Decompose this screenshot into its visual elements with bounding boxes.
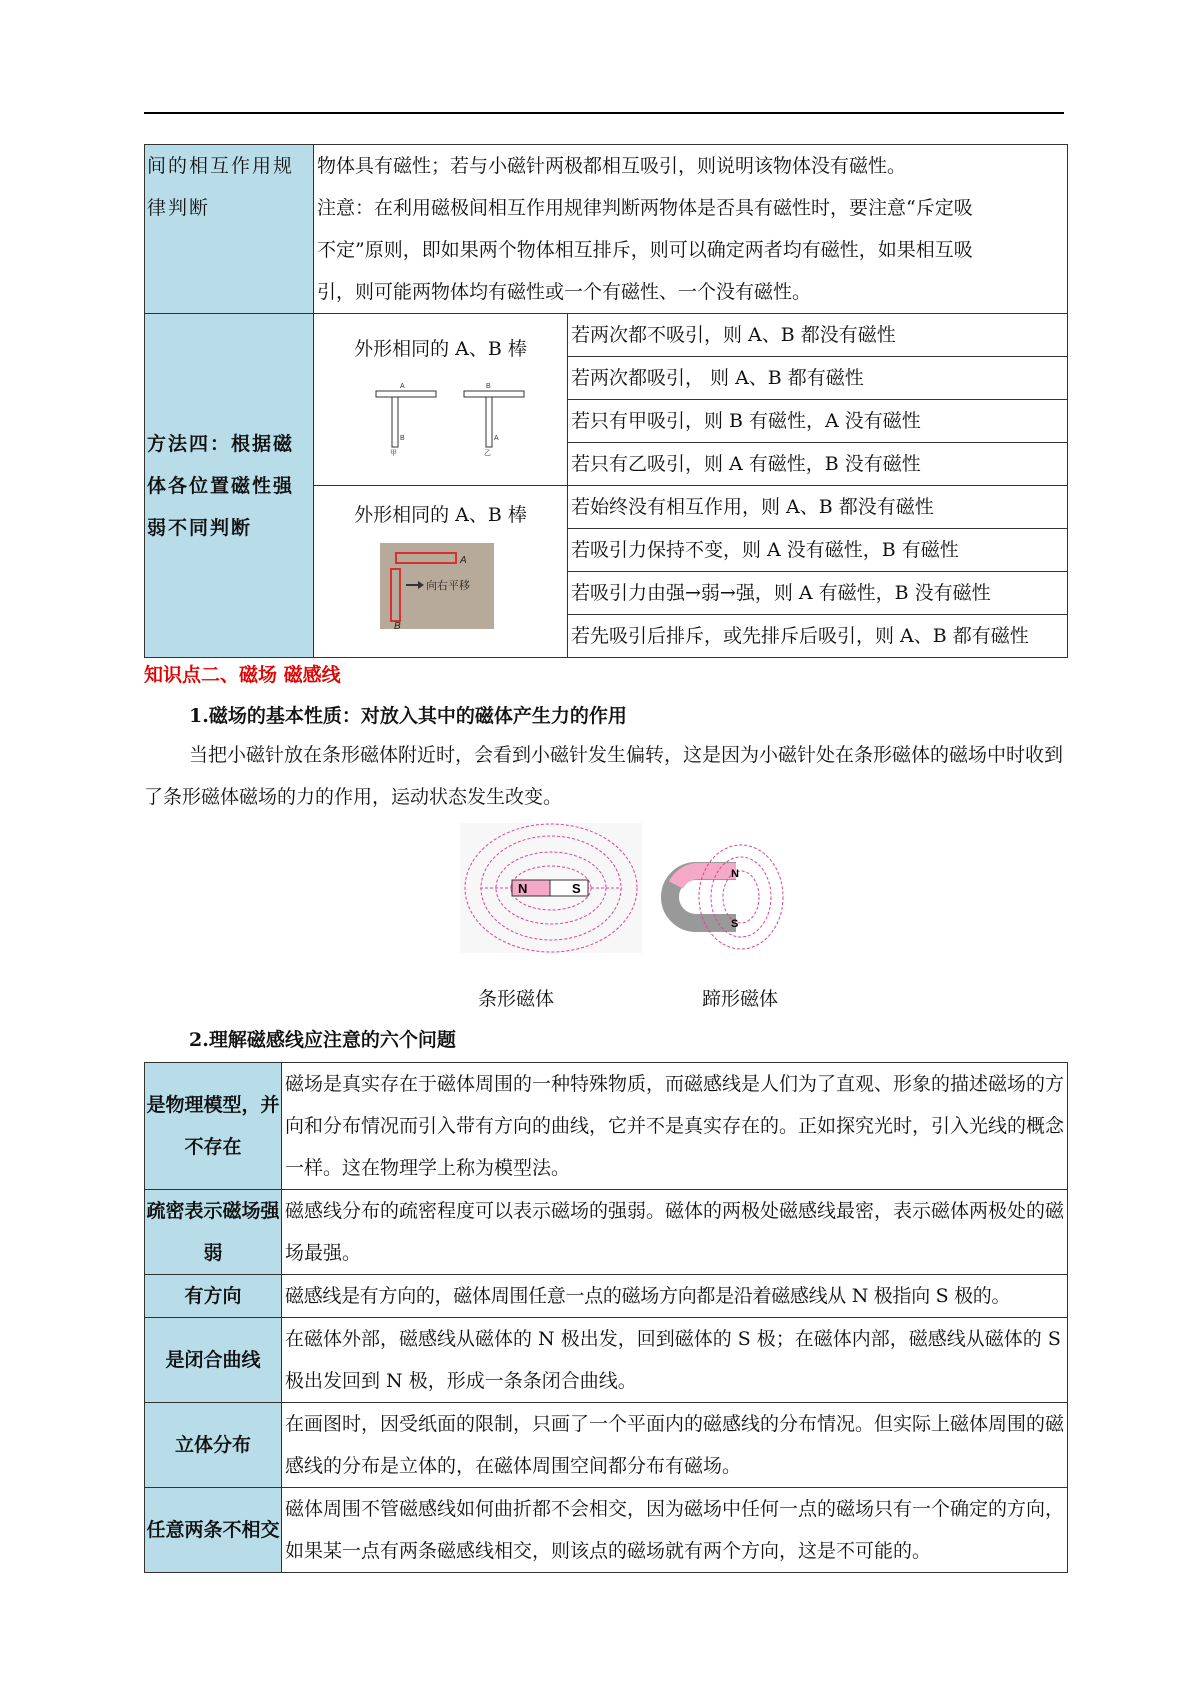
bar-label-n: N (518, 881, 528, 896)
method-table (144, 144, 1068, 658)
group2-photo (314, 537, 567, 637)
paragraph-1: 当把小磁针放在条形磁体附近时，会看到小磁针发生偏转，这是因为小磁针处在条形磁体的磁场中时收到了条形磁体磁场的力的作用，运动状态发生改变。 (144, 744, 1064, 808)
horseshoe-magnet-figure (646, 823, 788, 953)
sub-heading-2: 2.理解磁感线应注意的六个问题 (189, 1029, 456, 1051)
row2-label-cell (145, 314, 314, 658)
t2-text-2: 磁感线分布的疏密程度可以表示磁场的强弱。磁体的两极处磁感线最密，表示磁体两极处的磁场最强。 (282, 1190, 1068, 1275)
horse-label-n: N (731, 868, 739, 880)
t2-label-3: 有方向 (145, 1275, 282, 1318)
t2-text-3: 磁感线是有方向的，磁体周围任意一点的磁场方向都是沿着磁感线从 N 极指向 S 极的。 (282, 1275, 1068, 1318)
caption-bar-magnet: 条形磁体 (478, 988, 555, 1010)
t2-label-6: 任意两条不相交 (145, 1488, 282, 1573)
t2-text-5: 在画图时，因受纸面的限制，只画了一个平面内的磁感线的分布情况。但实际上磁体周围的磁感线的分布是立体的，在磁体周围空间都分布有磁场。 (282, 1403, 1068, 1488)
header-rule (144, 112, 1064, 114)
section-heading: 知识点二、磁场 磁感线 (144, 664, 341, 686)
t2-label-1: 是物理模型，并不存在 (145, 1063, 282, 1190)
fig1-label-a: A (400, 383, 405, 390)
row1-text-cell (314, 145, 1068, 314)
row1-line-4: 引，则可能两物体均有磁性或一个有磁性、一个没有磁性。 (317, 281, 812, 303)
t2-text-4: 在磁体外部，磁感线从磁体的 N 极出发，回到磁体的 S 极；在磁体内部，磁感线从磁体的 S 极出发回到 N 极，形成一条条闭合曲线。 (282, 1318, 1068, 1403)
bar-b-horizontal-2 (464, 391, 524, 397)
group1-result-4: 若只有乙吸引，则 A 有磁性，B 没有磁性 (568, 443, 1068, 486)
fig1-label-b: B (400, 435, 405, 442)
bar-magnet-figure (460, 823, 642, 953)
row2-label: 方法四：根据磁体各位置磁性强弱不同判断 (147, 432, 295, 539)
group1-result-1: 若两次都不吸引，则 A、B 都没有磁性 (568, 314, 1068, 357)
field-lines-table (144, 1062, 1068, 1573)
t2-label-5: 立体分布 (145, 1403, 282, 1488)
photo-label-b: B (394, 621, 401, 632)
row1-label-cell (145, 145, 314, 314)
group2-caption: 外形相同的 A、B 棒 (354, 504, 527, 526)
row1-label: 间的相互作用规律判断 (147, 155, 295, 219)
caption-horseshoe-magnet: 蹄形磁体 (702, 988, 779, 1010)
bar-label-s: S (572, 881, 581, 896)
bar-a-horizontal-1 (376, 391, 436, 397)
fig2-label-a: A (494, 435, 499, 442)
t2-text-6: 磁体周围不管磁感线如何曲折都不会相交，因为磁场中任何一点的磁场只有一个确定的方向，如果某一点有两条磁感线相交，则该点的磁场就有两个方向，这是不可能的。 (282, 1488, 1068, 1573)
photo-label-move: 向右平移 (426, 579, 470, 592)
sub-heading-1: 1.磁场的基本性质：对放入其中的磁体产生力的作用 (189, 705, 627, 727)
bar-b-vertical-1 (392, 397, 398, 447)
group1-result-3: 若只有甲吸引，则 B 有磁性，A 没有磁性 (568, 400, 1068, 443)
fig2-label-b: B (486, 383, 491, 390)
group2-figure-cell (314, 486, 568, 658)
fig2-yi: 乙 (484, 450, 491, 457)
group2-result-3: 若吸引力由强→弱→强，则 A 有磁性，B 没有磁性 (568, 572, 1068, 615)
group1-figure-cell (314, 314, 568, 486)
row1-line-1: 物体具有磁性；若与小磁针两极都相互吸引，则说明该物体没有磁性。 (317, 155, 907, 177)
fig1-jia: 甲 (390, 450, 397, 457)
t2-label-2: 疏密表示磁场强弱 (145, 1190, 282, 1275)
photo-label-a: A (460, 555, 467, 566)
group2-result-4: 若先吸引后排斥，或先排斥后吸引，则 A、B 都有磁性 (568, 615, 1068, 658)
bar-a-vertical-2 (486, 397, 492, 447)
group2-result-2: 若吸引力保持不变，则 A 没有磁性，B 有磁性 (568, 529, 1068, 572)
horse-label-s: S (731, 918, 739, 930)
t2-text-1: 磁场是真实存在于磁体周围的一种特殊物质，而磁感线是人们为了直观、形象的描述磁场的方向和分布情况而引入带有方向的曲线，它并不是真实存在的。正如探究光时，引入光线的概念一样。这在物理学上称为模型法。 (282, 1063, 1068, 1190)
group1-caption: 外形相同的 A、B 棒 (354, 338, 527, 360)
group2-result-1: 若始终没有相互作用，则 A、B 都没有磁性 (568, 486, 1068, 529)
row1-line-2: 注意：在利用磁极间相互作用规律判断两物体是否具有磁性时，要注意“斥定吸 (317, 197, 973, 219)
t2-label-4: 是闭合曲线 (145, 1318, 282, 1403)
group1-diagram (314, 367, 567, 457)
group1-result-2: 若两次都吸引， 则 A、B 都有磁性 (568, 357, 1068, 400)
row1-line-3: 不定”原则，即如果两个物体相互排斥，则可以确定两者均有磁性，如果相互吸 (317, 239, 973, 261)
